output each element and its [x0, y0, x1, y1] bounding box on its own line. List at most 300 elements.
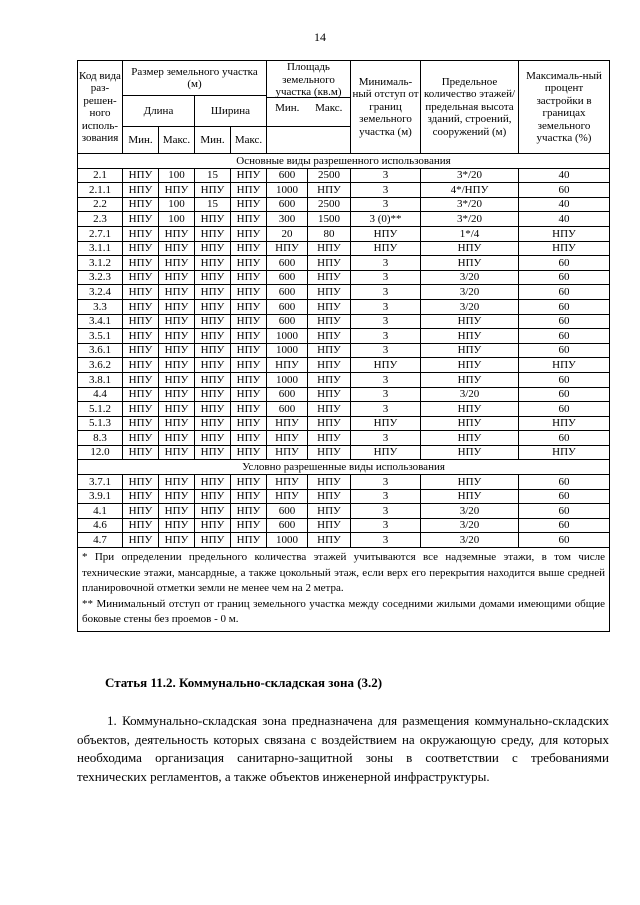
table-cell: НПУ — [123, 489, 159, 504]
table-cell: НПУ — [231, 416, 267, 431]
table-cell: НПУ — [267, 475, 308, 490]
table-cell: НПУ — [308, 402, 351, 417]
table-cell: НПУ — [123, 387, 159, 402]
table-cell: 1000 — [267, 372, 308, 387]
table-cell: 1*/4 — [421, 226, 519, 241]
table-cell: НПУ — [519, 226, 610, 241]
table-cell: НПУ — [159, 343, 195, 358]
table-cell: 4.6 — [78, 518, 123, 533]
table-cell: НПУ — [231, 285, 267, 300]
table-cell: НПУ — [159, 358, 195, 373]
table-cell: НПУ — [308, 431, 351, 446]
table-cell: НПУ — [159, 489, 195, 504]
table-cell: 60 — [519, 431, 610, 446]
table-cell: НПУ — [123, 168, 159, 183]
table-cell: 60 — [519, 387, 610, 402]
table-cell: 600 — [267, 518, 308, 533]
table-row — [78, 475, 610, 490]
table-cell: 2.2 — [78, 197, 123, 212]
table-cell: НПУ — [123, 270, 159, 285]
table-cell: НПУ — [267, 416, 308, 431]
table-row — [78, 358, 610, 373]
table-cell: НПУ — [519, 358, 610, 373]
table-cell: 3 — [351, 314, 421, 329]
table-cell: 2.1.1 — [78, 183, 123, 198]
table-cell: НПУ — [195, 270, 231, 285]
section-row — [78, 154, 610, 169]
table-cell: 60 — [519, 299, 610, 314]
table-cell: НПУ — [519, 445, 610, 460]
table-cell: НПУ — [421, 256, 519, 271]
table-cell: НПУ — [159, 387, 195, 402]
table-cell: НПУ — [159, 183, 195, 198]
table-cell: НПУ — [195, 533, 231, 548]
table-cell: НПУ — [195, 358, 231, 373]
table-cell: 3.9.1 — [78, 489, 123, 504]
header-width-min: Мин. — [195, 127, 231, 154]
table-cell: 600 — [267, 197, 308, 212]
table-cell: НПУ — [195, 314, 231, 329]
table-cell: НПУ — [308, 329, 351, 344]
table-cell: 3.6.2 — [78, 358, 123, 373]
table-cell: НПУ — [421, 358, 519, 373]
header-area-min: Мин. — [275, 101, 300, 114]
table-cell: 1500 — [308, 212, 351, 227]
table-row — [78, 241, 610, 256]
table-cell: НПУ — [159, 256, 195, 271]
table-row — [78, 387, 610, 402]
table-cell: 80 — [308, 226, 351, 241]
table-cell: 60 — [519, 533, 610, 548]
table-cell: 60 — [519, 183, 610, 198]
header-length-min: Мин. — [123, 127, 159, 154]
header-length-max: Макс. — [159, 127, 195, 154]
table-cell: 1000 — [267, 183, 308, 198]
table-cell: 100 — [159, 168, 195, 183]
table-cell: 3.1.1 — [78, 241, 123, 256]
table-cell: НПУ — [267, 489, 308, 504]
table-cell: НПУ — [159, 372, 195, 387]
table-cell: НПУ — [195, 329, 231, 344]
table-cell: 2500 — [308, 197, 351, 212]
table-cell: НПУ — [231, 387, 267, 402]
table-cell: НПУ — [231, 475, 267, 490]
table-cell: 4.4 — [78, 387, 123, 402]
table-cell: 600 — [267, 387, 308, 402]
table-cell: 3.7.1 — [78, 475, 123, 490]
header-length: Длина — [123, 96, 195, 127]
table-cell: 300 — [267, 212, 308, 227]
table-cell: НПУ — [159, 533, 195, 548]
table-cell: НПУ — [421, 445, 519, 460]
table-cell: НПУ — [421, 431, 519, 446]
table-row — [78, 329, 610, 344]
header-code: Код вида раз-решен-ного исполь-зования — [78, 61, 123, 154]
table-body — [78, 154, 610, 548]
table-row — [78, 416, 610, 431]
table-cell: НПУ — [123, 416, 159, 431]
table-row — [78, 533, 610, 548]
table-cell: НПУ — [159, 314, 195, 329]
table-cell: НПУ — [159, 416, 195, 431]
table-cell: 3.6.1 — [78, 343, 123, 358]
table-cell: НПУ — [195, 475, 231, 490]
table-cell: 15 — [195, 197, 231, 212]
table-cell: 3 — [351, 518, 421, 533]
table-row — [78, 168, 610, 183]
table-cell: 3.1.2 — [78, 256, 123, 271]
table-cell: 4.1 — [78, 504, 123, 519]
table-cell: НПУ — [308, 183, 351, 198]
table-cell: НПУ — [351, 416, 421, 431]
header-area-max: Макс. — [315, 101, 343, 114]
table-cell: НПУ — [195, 372, 231, 387]
table-cell: 3/20 — [421, 285, 519, 300]
table-cell: НПУ — [159, 445, 195, 460]
table-cell: 3 — [351, 489, 421, 504]
table-cell: НПУ — [308, 314, 351, 329]
table-cell: 3.4.1 — [78, 314, 123, 329]
table-cell: НПУ — [195, 285, 231, 300]
table-cell: НПУ — [421, 329, 519, 344]
table-cell: 600 — [267, 285, 308, 300]
table-cell: НПУ — [231, 489, 267, 504]
table-cell: НПУ — [159, 329, 195, 344]
table-cell: 3 — [351, 372, 421, 387]
table-cell: НПУ — [421, 314, 519, 329]
table-cell: НПУ — [231, 226, 267, 241]
table-cell: НПУ — [351, 241, 421, 256]
table-cell: НПУ — [159, 518, 195, 533]
page-number: 14 — [314, 30, 326, 44]
table-cell: НПУ — [267, 445, 308, 460]
table-cell: 100 — [159, 212, 195, 227]
table-cell: НПУ — [123, 212, 159, 227]
table-row — [78, 197, 610, 212]
table-cell: 3/20 — [421, 504, 519, 519]
table-cell: 2500 — [308, 168, 351, 183]
table-cell: 40 — [519, 168, 610, 183]
table-cell: 3/20 — [421, 533, 519, 548]
table-cell: 60 — [519, 256, 610, 271]
table-cell: 2.3 — [78, 212, 123, 227]
table-cell: НПУ — [123, 226, 159, 241]
table-cell: НПУ — [231, 445, 267, 460]
table-cell: НПУ — [123, 299, 159, 314]
note-setback: ** Минимальный отступ от границ земельного участка между соседними жилыми домами имеющими общие боковые стены без проемов - 0 м. — [82, 597, 605, 626]
table-cell: 60 — [519, 343, 610, 358]
table-cell: НПУ — [231, 372, 267, 387]
table-cell: 8.3 — [78, 431, 123, 446]
table-cell: 60 — [519, 504, 610, 519]
table-cell: 12.0 — [78, 445, 123, 460]
article-heading: Статья 11.2. Коммунально-складская зона (3.2) — [105, 675, 383, 690]
table-cell: 600 — [267, 299, 308, 314]
table-cell: 600 — [267, 402, 308, 417]
table-cell: 40 — [519, 197, 610, 212]
table-cell: НПУ — [159, 504, 195, 519]
table-cell: НПУ — [308, 504, 351, 519]
table-cell: 3 — [351, 168, 421, 183]
table-cell: 100 — [159, 197, 195, 212]
table-cell: НПУ — [231, 343, 267, 358]
table-cell: НПУ — [123, 372, 159, 387]
table-cell: 4*/НПУ — [421, 183, 519, 198]
table-cell: НПУ — [231, 168, 267, 183]
table-cell: НПУ — [195, 504, 231, 519]
table-cell: 3 — [351, 402, 421, 417]
table-cell: НПУ — [308, 285, 351, 300]
table-cell: НПУ — [159, 226, 195, 241]
note-floors: * При определении предельного количества этажей учитываются все надземные этажи, в том числе технические этажи, мансардные, а также цокольный этаж, если верх его перекрытия находится выше средней планировочной отметки земли не менее чем на 2 метра. — [82, 551, 605, 595]
section-row — [78, 460, 610, 475]
table-cell: НПУ — [123, 256, 159, 271]
table-cell: 60 — [519, 314, 610, 329]
table-cell: 60 — [519, 402, 610, 417]
table-cell: НПУ — [123, 402, 159, 417]
table-cell: 3.2.4 — [78, 285, 123, 300]
table-cell: НПУ — [195, 183, 231, 198]
table-cell: 3/20 — [421, 299, 519, 314]
table-cell: 3 — [351, 270, 421, 285]
table-cell: НПУ — [231, 212, 267, 227]
header-setback: Минималь-ный отступ от границ земельного участка (м) — [351, 61, 421, 154]
table-cell: 3 — [351, 343, 421, 358]
table-cell: 1000 — [267, 533, 308, 548]
table-cell: НПУ — [351, 445, 421, 460]
table-row — [78, 445, 610, 460]
table-cell: 3/20 — [421, 387, 519, 402]
table-cell: 600 — [267, 256, 308, 271]
section-title: Условно разрешенные виды использования — [78, 460, 610, 475]
table-cell: 3*/20 — [421, 168, 519, 183]
table-cell: 15 — [195, 168, 231, 183]
table-cell: НПУ — [421, 489, 519, 504]
table-cell: НПУ — [195, 387, 231, 402]
table-cell: НПУ — [308, 299, 351, 314]
table-cell: 60 — [519, 270, 610, 285]
table-cell: НПУ — [421, 416, 519, 431]
table-cell: 3 (0)** — [351, 212, 421, 227]
table-row — [78, 504, 610, 519]
table-cell: НПУ — [351, 358, 421, 373]
table-cell: НПУ — [308, 445, 351, 460]
table-cell: НПУ — [519, 241, 610, 256]
header-size: Размер земельного участка (м) — [123, 61, 267, 96]
table-cell: НПУ — [231, 518, 267, 533]
table-row — [78, 402, 610, 417]
table-cell: 3.5.1 — [78, 329, 123, 344]
table-row — [78, 226, 610, 241]
table-cell: НПУ — [267, 431, 308, 446]
table-cell: НПУ — [308, 270, 351, 285]
table-cell: 600 — [267, 504, 308, 519]
table-cell: 3 — [351, 256, 421, 271]
table-cell: НПУ — [231, 270, 267, 285]
table-cell: 40 — [519, 212, 610, 227]
table-cell: 3.3 — [78, 299, 123, 314]
table-notes — [78, 548, 610, 632]
table-cell: 2.7.1 — [78, 226, 123, 241]
table-cell: НПУ — [308, 387, 351, 402]
table-row — [78, 343, 610, 358]
table-cell: НПУ — [195, 431, 231, 446]
table-row — [78, 372, 610, 387]
table-cell: НПУ — [195, 212, 231, 227]
table-cell: 1000 — [267, 329, 308, 344]
table-cell: НПУ — [123, 197, 159, 212]
table-cell: НПУ — [421, 343, 519, 358]
table-cell: НПУ — [231, 431, 267, 446]
table-cell: НПУ — [123, 518, 159, 533]
table-cell: 3 — [351, 329, 421, 344]
table-row — [78, 285, 610, 300]
table-cell: НПУ — [123, 358, 159, 373]
table-cell: НПУ — [159, 299, 195, 314]
table-cell: НПУ — [421, 402, 519, 417]
table-cell: НПУ — [123, 343, 159, 358]
table-cell: НПУ — [231, 299, 267, 314]
table-cell: НПУ — [308, 416, 351, 431]
table-cell: 4.7 — [78, 533, 123, 548]
table-cell: НПУ — [195, 518, 231, 533]
table-cell: НПУ — [123, 183, 159, 198]
table-cell: НПУ — [231, 183, 267, 198]
header-floors: Предельное количество этажей/ предельная высота зданий, строений, сооружений (м) — [421, 61, 519, 154]
table-cell: НПУ — [231, 197, 267, 212]
table-cell: НПУ — [231, 358, 267, 373]
table-cell: НПУ — [123, 431, 159, 446]
table-cell: НПУ — [123, 533, 159, 548]
table-cell: 600 — [267, 168, 308, 183]
table-cell: НПУ — [308, 343, 351, 358]
table-row — [78, 212, 610, 227]
table-cell: НПУ — [195, 226, 231, 241]
table-cell: НПУ — [159, 475, 195, 490]
table-cell: НПУ — [159, 270, 195, 285]
table-cell: НПУ — [231, 256, 267, 271]
table-cell: НПУ — [159, 431, 195, 446]
table-cell: 3*/20 — [421, 212, 519, 227]
table-cell: НПУ — [123, 475, 159, 490]
table-row — [78, 431, 610, 446]
table-cell: НПУ — [421, 372, 519, 387]
table-row — [78, 314, 610, 329]
header-coverage: Максималь-ный процент застройки в границах земельного участка (%) — [519, 61, 610, 154]
table-cell: НПУ — [351, 226, 421, 241]
table-cell: НПУ — [231, 402, 267, 417]
table-cell: НПУ — [195, 445, 231, 460]
section-title: Основные виды разрешенного использования — [78, 154, 610, 169]
table-cell: НПУ — [123, 241, 159, 256]
table-cell: НПУ — [195, 256, 231, 271]
table-cell: НПУ — [267, 358, 308, 373]
table-cell: 3 — [351, 285, 421, 300]
table-cell: НПУ — [231, 533, 267, 548]
table-cell: 3 — [351, 197, 421, 212]
table-cell: 60 — [519, 518, 610, 533]
table-cell: 3 — [351, 475, 421, 490]
table-cell: 60 — [519, 329, 610, 344]
table-row — [78, 299, 610, 314]
table-cell: НПУ — [308, 241, 351, 256]
table-cell: НПУ — [308, 475, 351, 490]
table-cell: 60 — [519, 489, 610, 504]
table-cell: НПУ — [421, 241, 519, 256]
table-cell: 3.8.1 — [78, 372, 123, 387]
table-cell: 60 — [519, 372, 610, 387]
table-cell: НПУ — [123, 285, 159, 300]
table-cell: НПУ — [231, 504, 267, 519]
header-width-max: Макс. — [231, 127, 267, 154]
table-cell: НПУ — [195, 416, 231, 431]
table-cell: 20 — [267, 226, 308, 241]
table-cell: НПУ — [231, 314, 267, 329]
table-cell: НПУ — [231, 241, 267, 256]
table-cell: 3 — [351, 183, 421, 198]
table-cell: НПУ — [123, 314, 159, 329]
table-cell: НПУ — [231, 329, 267, 344]
table-cell: 3/20 — [421, 270, 519, 285]
table-cell: 3 — [351, 431, 421, 446]
table-cell: НПУ — [267, 241, 308, 256]
table-row — [78, 256, 610, 271]
table-row — [78, 270, 610, 285]
table-cell: НПУ — [123, 445, 159, 460]
table-row — [78, 183, 610, 198]
table-cell: НПУ — [519, 416, 610, 431]
table-cell: НПУ — [308, 256, 351, 271]
article-paragraph: 1. Коммунально-складская зона предназначена для размещения коммунально-складских объектов, деятельность которых связана с воздействием на окружающую среду, для которых необходима организация санитарно-защитной зоны в соответствии с требованиями технических регламентов, а также объектов инженерной инфраструктуры. — [77, 713, 609, 784]
table-cell: 600 — [267, 314, 308, 329]
table-cell: НПУ — [123, 329, 159, 344]
header-area — [267, 61, 351, 127]
table-cell: 3/20 — [421, 518, 519, 533]
table-cell: НПУ — [195, 489, 231, 504]
table-cell: НПУ — [195, 402, 231, 417]
header-width: Ширина — [195, 96, 267, 127]
table-cell: НПУ — [195, 241, 231, 256]
table-cell: 5.1.3 — [78, 416, 123, 431]
table-cell: 2.1 — [78, 168, 123, 183]
table-cell: 3*/20 — [421, 197, 519, 212]
table-cell: 1000 — [267, 343, 308, 358]
table-cell: НПУ — [308, 533, 351, 548]
table-cell: НПУ — [308, 372, 351, 387]
table-cell: НПУ — [308, 358, 351, 373]
header-area-label: Площадь земельного участка (кв.м) — [267, 61, 350, 98]
table-cell: 3 — [351, 299, 421, 314]
table-cell: 60 — [519, 285, 610, 300]
table-cell: 3 — [351, 533, 421, 548]
table-row — [78, 489, 610, 504]
table-cell: НПУ — [421, 475, 519, 490]
table-cell: НПУ — [195, 343, 231, 358]
table-row — [78, 518, 610, 533]
table-cell: 60 — [519, 475, 610, 490]
table-cell: НПУ — [123, 504, 159, 519]
table-cell: НПУ — [308, 518, 351, 533]
table-cell: НПУ — [308, 489, 351, 504]
table-cell: НПУ — [159, 402, 195, 417]
table-cell: 3 — [351, 387, 421, 402]
table-cell: НПУ — [159, 241, 195, 256]
table-cell: 3.2.3 — [78, 270, 123, 285]
table-cell: 600 — [267, 270, 308, 285]
regulations-table — [77, 60, 610, 632]
table-cell: 5.1.2 — [78, 402, 123, 417]
table-cell: НПУ — [159, 285, 195, 300]
